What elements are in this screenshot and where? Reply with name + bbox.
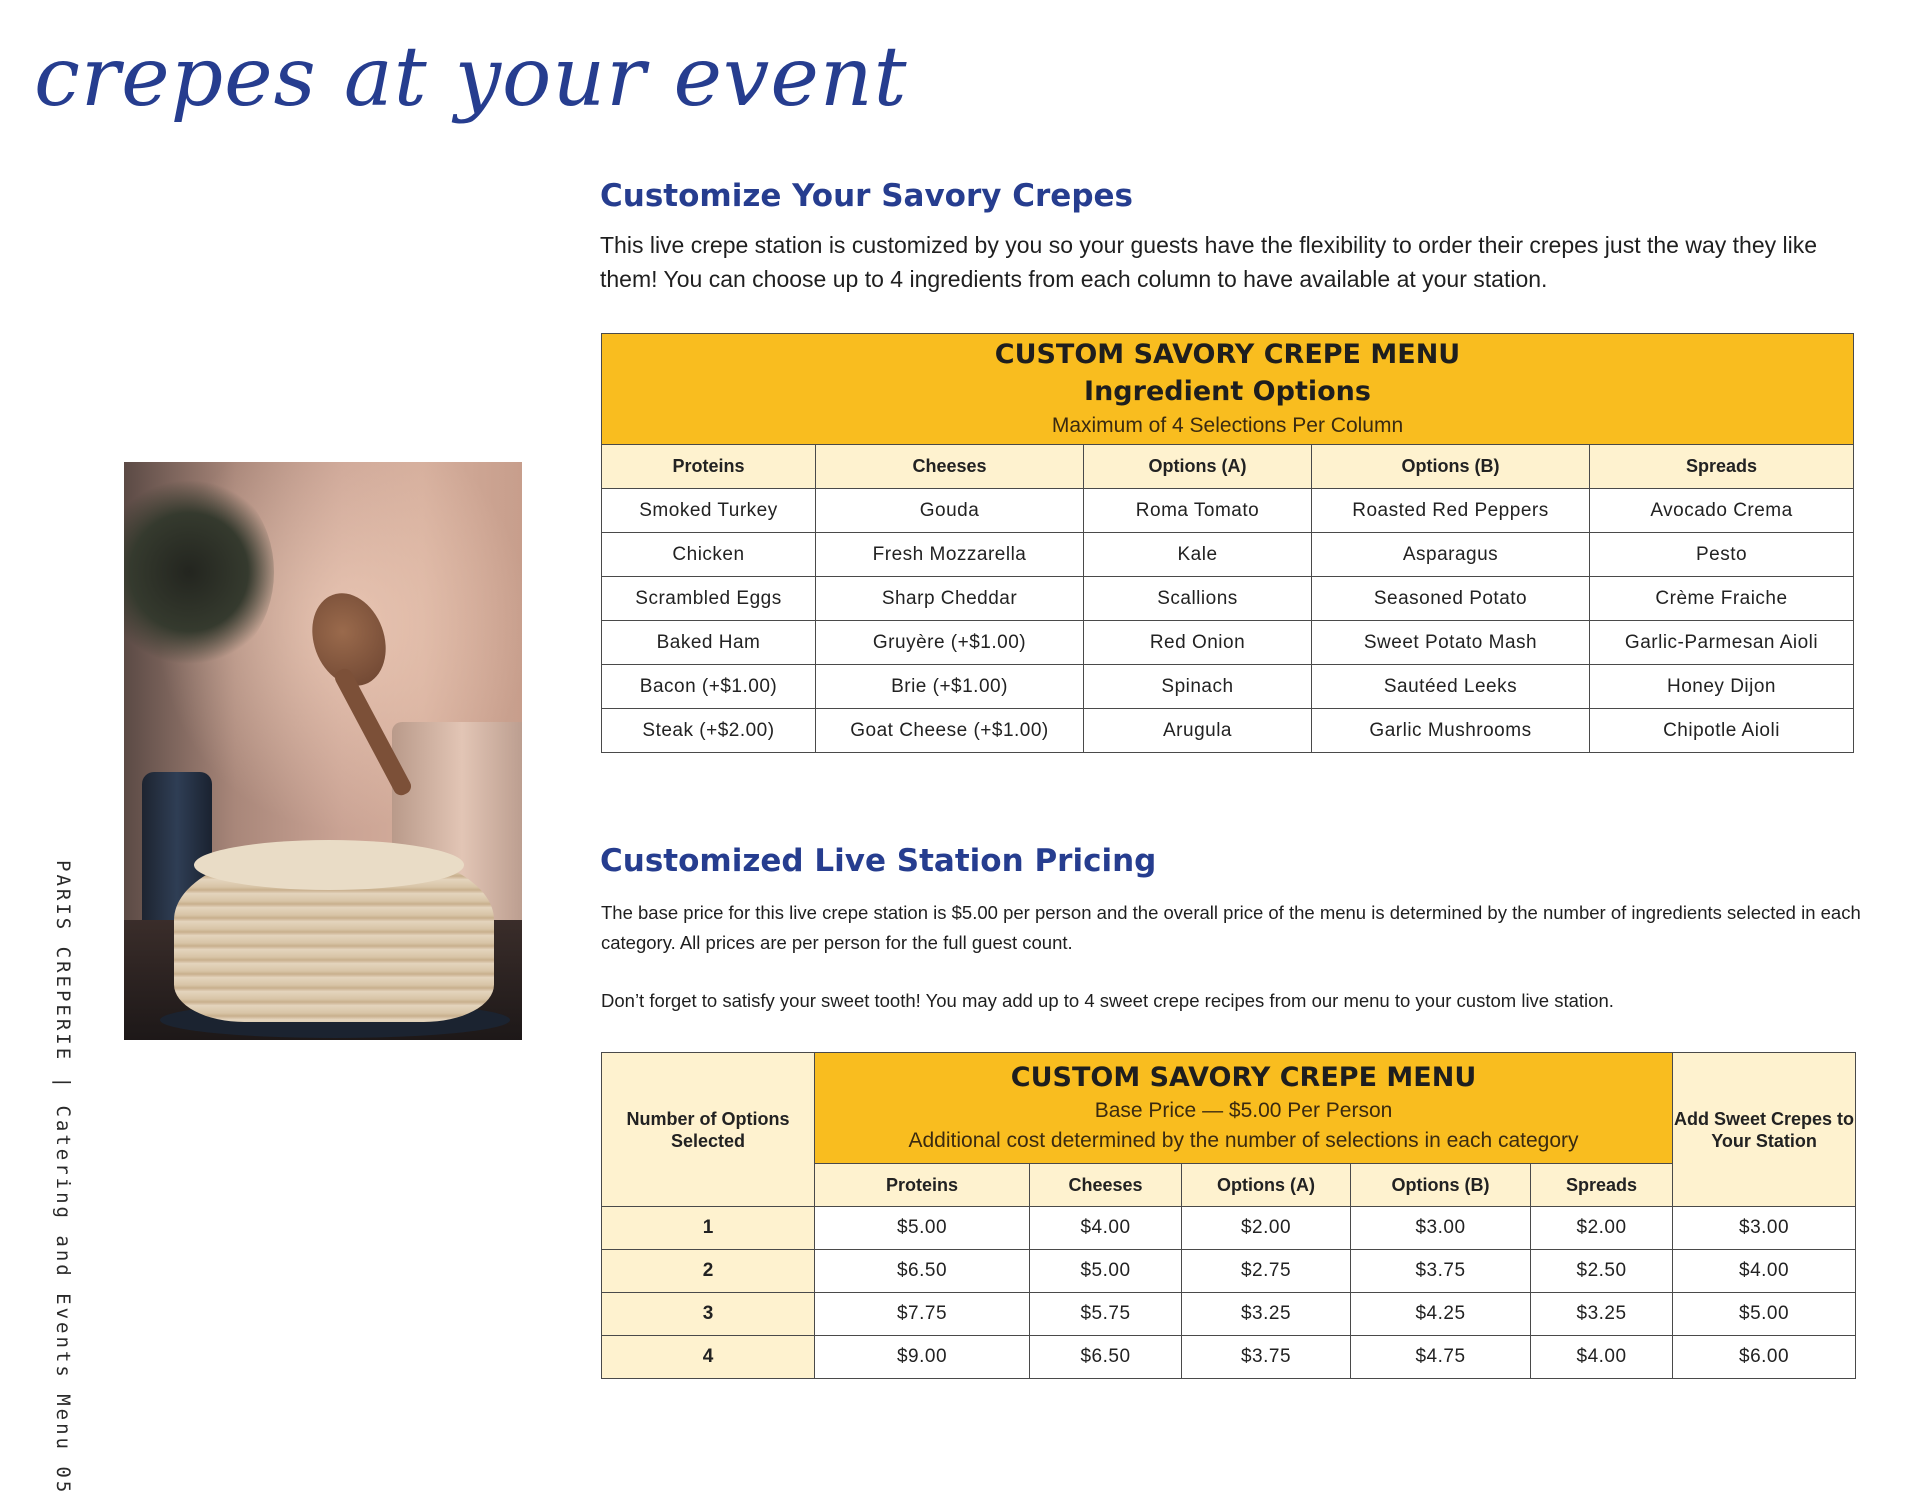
section1-heading: Customize Your Savory Crepes	[600, 178, 1133, 214]
price-cell: $6.00	[1673, 1336, 1856, 1379]
add-sweet-crepes-header: Add Sweet Crepes to Your Station	[1673, 1053, 1856, 1207]
column-header: Options (B)	[1351, 1164, 1531, 1207]
column-header: Proteins	[815, 1164, 1030, 1207]
table-cell: Smoked Turkey	[602, 489, 816, 533]
table-cell: Scallions	[1084, 577, 1312, 621]
table-cell: Garlic-Parmesan Aioli	[1590, 621, 1854, 665]
price-cell: $4.00	[1673, 1250, 1856, 1293]
section2-paragraph-1: The base price for this live crepe station is $5.00 per person and the overall price of the menu is determined by the number of ingredients selected in each category. All prices are per person for the full guest count.	[601, 902, 1861, 953]
pricing-base-price: Base Price — $5.00 Per Person	[1094, 1099, 1393, 1122]
table-cell: Crème Fraiche	[1590, 577, 1854, 621]
table-cell: Baked Ham	[602, 621, 816, 665]
table-row	[602, 709, 1854, 753]
table-cell: Chicken	[602, 533, 816, 577]
column-header: Options (A)	[1182, 1164, 1351, 1207]
price-cell: $5.00	[815, 1207, 1030, 1250]
table-cell: Roasted Red Peppers	[1312, 489, 1590, 533]
table-cell: Roma Tomato	[1084, 489, 1312, 533]
ingredient-menu-note: Maximum of 4 Selections Per Column	[1051, 414, 1404, 437]
ingredient-header-row	[602, 445, 1854, 489]
price-cell: $2.50	[1531, 1250, 1673, 1293]
pricing-banner	[815, 1053, 1673, 1164]
pricing-title: CUSTOM SAVORY CREPE MENU	[1010, 1062, 1477, 1093]
table-cell: Goat Cheese (+$1.00)	[816, 709, 1084, 753]
table-row	[602, 1336, 1856, 1379]
table-cell: Sautéed Leeks	[1312, 665, 1590, 709]
table-cell: Scrambled Eggs	[602, 577, 816, 621]
price-cell: $4.25	[1351, 1293, 1531, 1336]
table-row	[602, 665, 1854, 709]
table-cell: Spinach	[1084, 665, 1312, 709]
price-cell: $7.75	[815, 1293, 1030, 1336]
price-cell: $3.25	[1531, 1293, 1673, 1336]
table-row	[602, 533, 1854, 577]
table-cell: Garlic Mushrooms	[1312, 709, 1590, 753]
table-cell: Pesto	[1590, 533, 1854, 577]
ingredient-menu-title: CUSTOM SAVORY CREPE MENU	[994, 339, 1461, 370]
pricing-table	[601, 1052, 1856, 1379]
crepe-stack-photo	[124, 462, 522, 1040]
price-cell: $9.00	[815, 1336, 1030, 1379]
price-cell: $6.50	[1030, 1336, 1182, 1379]
section2-paragraph-2: Don’t forget to satisfy your sweet tooth! You may add up to 4 sweet crepe recipes from our menu to your custom live station.	[601, 990, 1614, 1011]
table-cell: Gouda	[816, 489, 1084, 533]
price-cell: $6.50	[815, 1250, 1030, 1293]
table-cell: Red Onion	[1084, 621, 1312, 665]
table-cell: Fresh Mozzarella	[816, 533, 1084, 577]
table-cell: Sweet Potato Mash	[1312, 621, 1590, 665]
row-number: 3	[602, 1293, 815, 1336]
table-cell: Honey Dijon	[1590, 665, 1854, 709]
script-title: crepes at your event	[34, 30, 908, 125]
price-cell: $2.75	[1182, 1250, 1351, 1293]
row-number: 4	[602, 1336, 815, 1379]
side-caption: PARIS CREPERIE | Catering and Events Menu 05	[52, 860, 74, 1495]
price-cell: $3.00	[1351, 1207, 1531, 1250]
table-cell: Asparagus	[1312, 533, 1590, 577]
table-row	[602, 489, 1854, 533]
price-cell: $5.00	[1673, 1293, 1856, 1336]
price-cell: $4.75	[1351, 1336, 1531, 1379]
ingredient-menu-table	[601, 333, 1854, 753]
column-header: Cheeses	[1030, 1164, 1182, 1207]
price-cell: $5.75	[1030, 1293, 1182, 1336]
table-row	[602, 1250, 1856, 1293]
table-cell: Sharp Cheddar	[816, 577, 1084, 621]
table-cell: Bacon (+$1.00)	[602, 665, 816, 709]
price-cell: $3.25	[1182, 1293, 1351, 1336]
table-cell: Kale	[1084, 533, 1312, 577]
column-header: Spreads	[1590, 445, 1854, 489]
ingredient-menu-banner	[602, 334, 1854, 445]
table-row	[602, 621, 1854, 665]
column-header: Proteins	[602, 445, 816, 489]
table-cell: Chipotle Aioli	[1590, 709, 1854, 753]
table-row	[602, 1293, 1856, 1336]
row-number: 2	[602, 1250, 815, 1293]
price-cell: $2.00	[1182, 1207, 1351, 1250]
table-row	[602, 1207, 1856, 1250]
table-cell: Steak (+$2.00)	[602, 709, 816, 753]
section1-intro: This live crepe station is customized by you so your guests have the flexibility to order their crepes just the way they like them! You can choose up to 4 ingredients from each column to have available at your station.	[600, 232, 1818, 292]
column-header: Cheeses	[816, 445, 1084, 489]
ingredient-menu-subtitle: Ingredient Options	[1084, 376, 1371, 407]
pricing-additional-note: Additional cost determined by the number of selections in each category	[908, 1129, 1579, 1152]
section2-heading: Customized Live Station Pricing	[600, 843, 1157, 879]
table-row	[602, 577, 1854, 621]
price-cell: $3.75	[1182, 1336, 1351, 1379]
price-cell: $4.00	[1030, 1207, 1182, 1250]
price-cell: $2.00	[1531, 1207, 1673, 1250]
row-number: 1	[602, 1207, 815, 1250]
column-header: Options (B)	[1312, 445, 1590, 489]
price-cell: $5.00	[1030, 1250, 1182, 1293]
column-header: Options (A)	[1084, 445, 1312, 489]
price-cell: $4.00	[1531, 1336, 1673, 1379]
table-cell: Brie (+$1.00)	[816, 665, 1084, 709]
column-header: Spreads	[1531, 1164, 1673, 1207]
table-cell: Avocado Crema	[1590, 489, 1854, 533]
price-cell: $3.75	[1351, 1250, 1531, 1293]
table-cell: Seasoned Potato	[1312, 577, 1590, 621]
table-cell: Gruyère (+$1.00)	[816, 621, 1084, 665]
table-cell: Arugula	[1084, 709, 1312, 753]
number-of-options-header: Number of Options Selected	[602, 1053, 815, 1207]
price-cell: $3.00	[1673, 1207, 1856, 1250]
